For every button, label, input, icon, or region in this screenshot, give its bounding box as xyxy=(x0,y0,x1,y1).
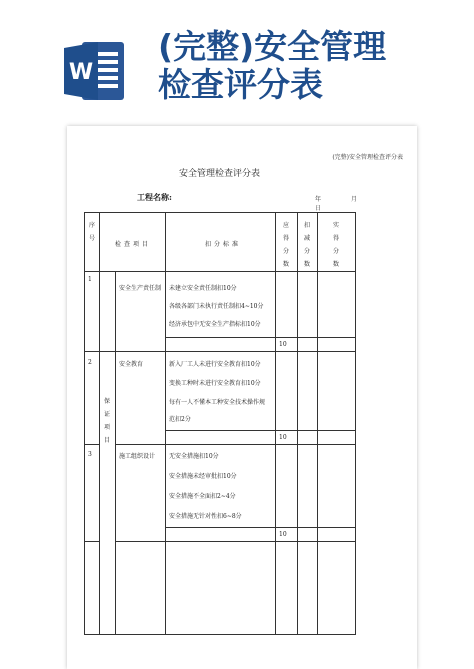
table-hline xyxy=(165,527,355,528)
row-3-seq: 3 xyxy=(88,451,92,458)
table-hline xyxy=(85,541,99,542)
banner xyxy=(0,0,474,118)
row-2-criteria-2: 变换工种时未进行安全教育扣10分 xyxy=(169,380,261,387)
row-1-criteria-3: 经济承包中无安全生产指标扣10分 xyxy=(169,321,261,328)
row-1-seq: 1 xyxy=(88,276,92,283)
word-icon-letter: W xyxy=(68,60,94,85)
table-vline xyxy=(165,213,166,634)
table-vline xyxy=(317,213,318,634)
row-3-criteria-1: 无安全措施扣10分 xyxy=(169,453,219,460)
table-hline xyxy=(115,541,355,542)
header-actual: 实 得 分 数 xyxy=(332,222,339,268)
row-2-criteria-3: 每有一人不懂本工种安全技术操作规 xyxy=(169,399,266,406)
table-hline xyxy=(85,271,355,272)
row-3-criteria-3: 安全措施不全面扣2~4分 xyxy=(169,493,236,500)
date-day-label: 日 xyxy=(315,205,322,212)
row-3-item: 施工组织设计 xyxy=(119,453,156,460)
row-3-criteria-4: 安全措施无针对性扣6~8分 xyxy=(169,513,242,520)
row-2-seq: 2 xyxy=(88,359,92,366)
row-1-criteria-1: 未建立安全责任制扣10分 xyxy=(169,285,237,292)
document-title-line-2: 检查评分表 xyxy=(158,65,323,104)
table-hline xyxy=(85,351,115,352)
header-score-due: 应 得 分 数 xyxy=(282,222,289,268)
date-month-label: 月 xyxy=(350,196,357,203)
row-2-item: 安全教育 xyxy=(119,361,144,368)
document-title-line-1: (完整)安全管理 xyxy=(158,27,387,66)
table-hline xyxy=(85,444,99,445)
row-1-criteria-2: 各级各部门未执行责任制扣4~10分 xyxy=(169,303,264,310)
header-seq: 序 号 xyxy=(88,222,95,242)
row-2-score: 10 xyxy=(279,434,287,441)
date-row xyxy=(315,194,417,212)
row-1-score: 10 xyxy=(279,341,287,348)
table-hline xyxy=(115,444,355,445)
table-vline xyxy=(115,271,116,634)
table-hline xyxy=(165,430,355,431)
table-vline xyxy=(297,213,298,634)
group-label: 保 证 项 目 xyxy=(103,398,110,444)
row-3-score: 10 xyxy=(279,531,287,538)
document-page xyxy=(67,126,417,669)
header-criteria: 扣分标准 xyxy=(205,241,242,248)
score-table xyxy=(84,212,356,635)
table-vline xyxy=(275,213,276,634)
table-hline xyxy=(165,337,355,338)
table-hline xyxy=(115,351,355,352)
form-title: 安全管理检查评分表 xyxy=(179,169,261,179)
date-year-label: 年 xyxy=(315,196,322,203)
row-2-criteria-1: 新入厂工人未进行安全教育扣10分 xyxy=(169,361,261,368)
header-item: 检查项目 xyxy=(115,241,152,248)
table-vline xyxy=(99,213,100,634)
row-3-criteria-2: 安全措施未经审批扣10分 xyxy=(169,473,237,480)
project-name-label: 工程名称: xyxy=(137,192,172,202)
row-2-criteria-4: 范扣2分 xyxy=(169,416,191,423)
page-header: (完整)安全管理检查评分表 xyxy=(332,154,403,161)
document-title xyxy=(158,28,458,104)
row-1-item: 安全生产责任制 xyxy=(119,285,162,292)
word-document-icon xyxy=(64,38,126,104)
header-deduct: 扣 减 分 数 xyxy=(303,222,310,268)
